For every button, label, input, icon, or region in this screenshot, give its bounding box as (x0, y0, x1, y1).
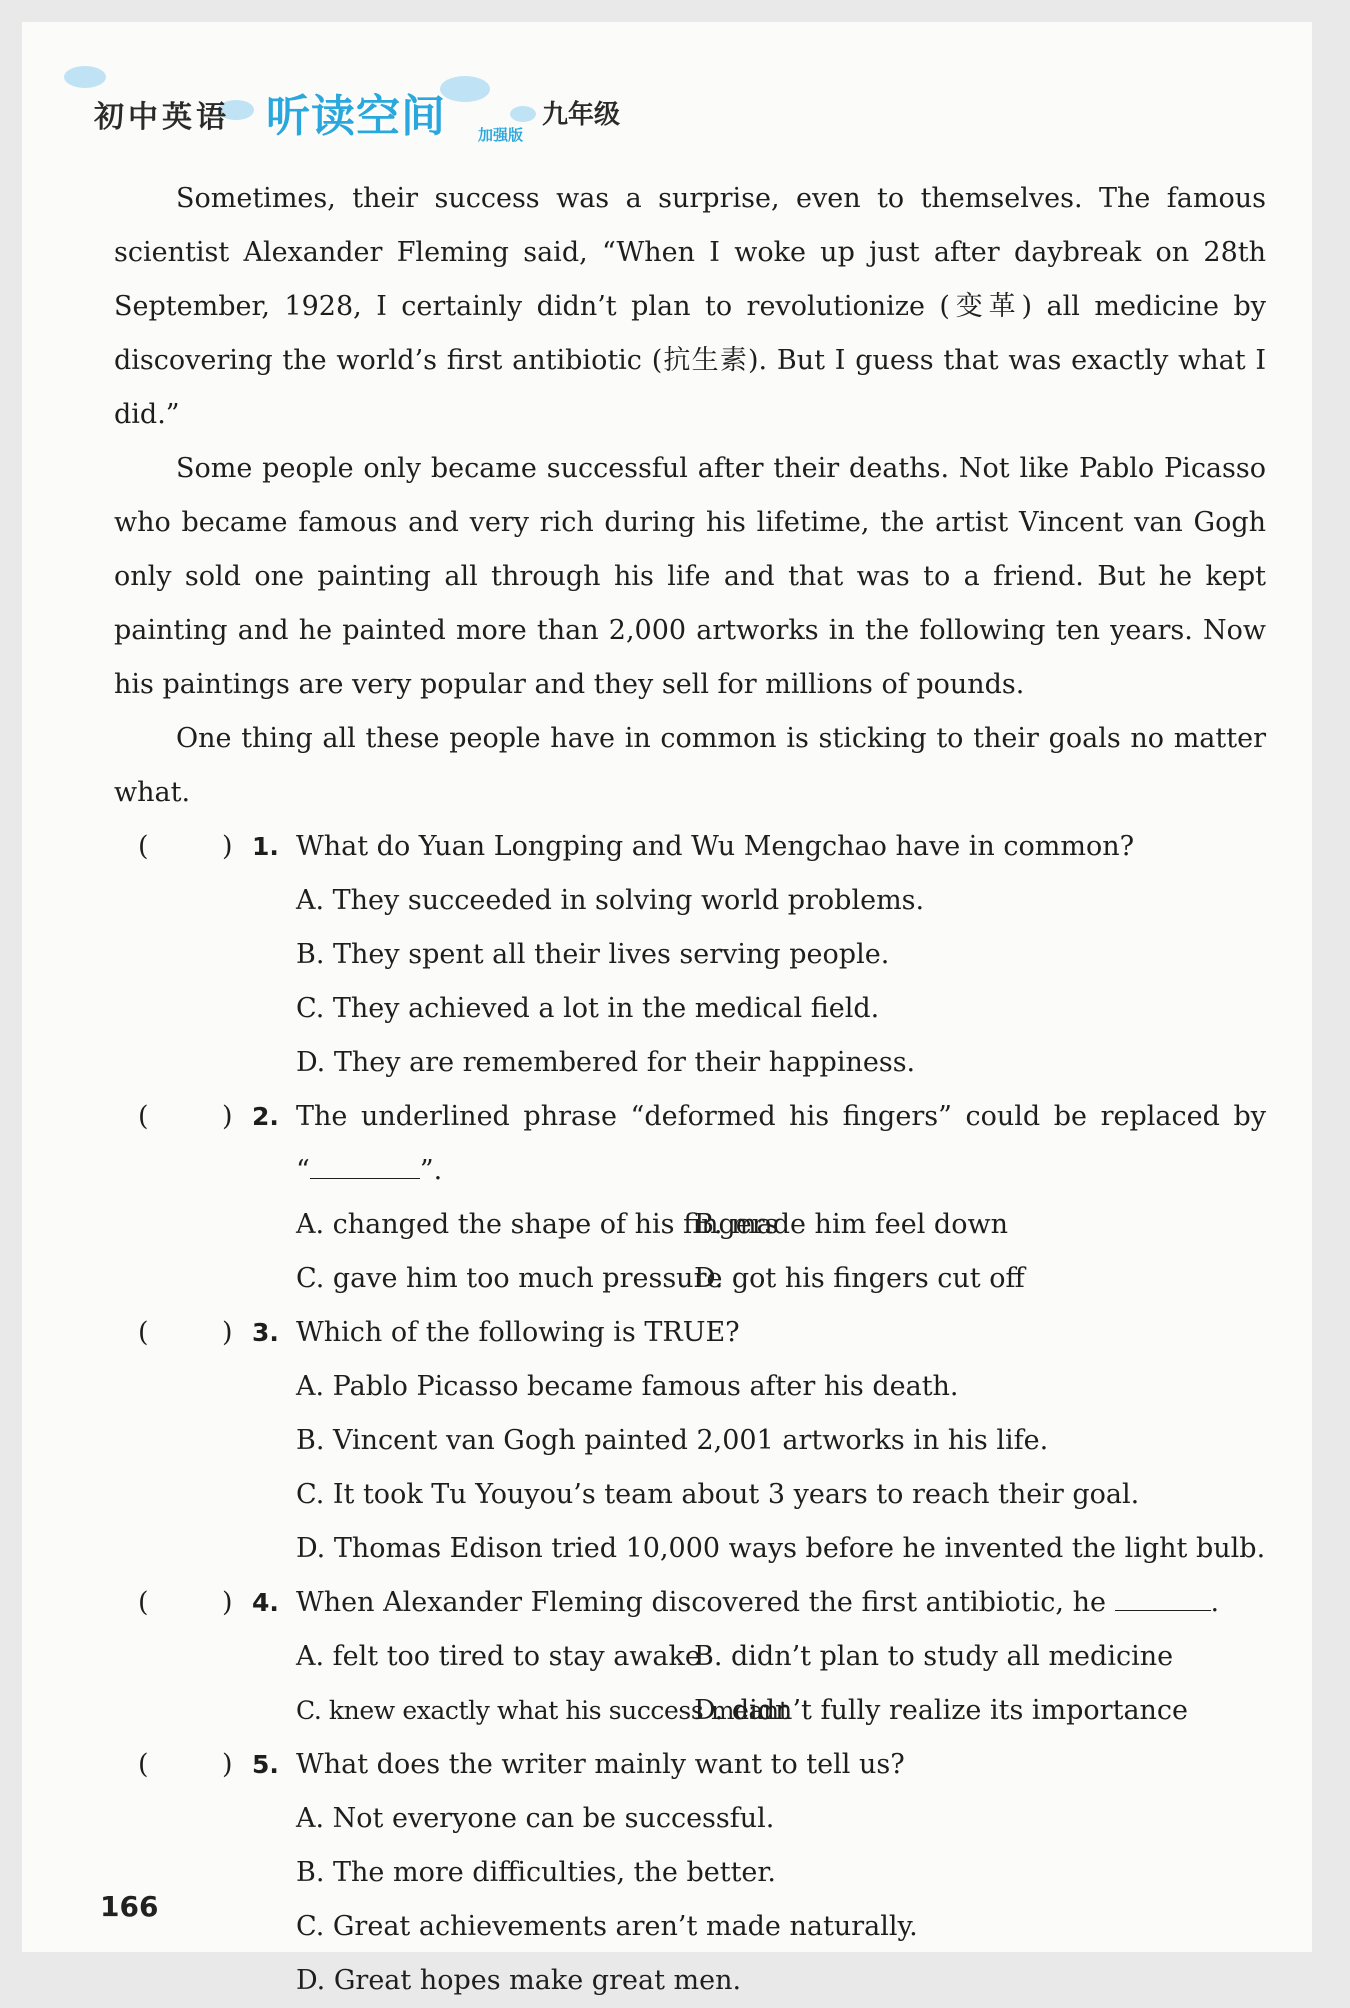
cloud-decoration-icon (510, 106, 536, 122)
option-a[interactable]: A. They succeeded in solving world problems. (296, 885, 925, 916)
option-d[interactable]: D. didn’t fully realize its importance (694, 1695, 1189, 1726)
question-stem-continued (114, 1144, 1266, 1198)
page-content (114, 172, 1266, 2008)
cloud-decoration-icon (64, 66, 106, 88)
option-b[interactable]: B. The more difficulties, the better. (296, 1857, 776, 1888)
option-c[interactable]: C. knew exactly what his success meant (296, 1696, 789, 1725)
answer-bracket-close: ) (222, 1101, 233, 1132)
question-stem (114, 1090, 1266, 1144)
page-number: 166 (100, 1890, 159, 1923)
question-text: What does the writer mainly want to tell us? (296, 1749, 905, 1780)
question-text: What do Yuan Longping and Wu Mengchao have in common? (296, 831, 1135, 862)
book-page (22, 22, 1312, 1996)
option-b[interactable]: B. They spent all their lives serving people. (296, 939, 890, 970)
question-2 (114, 1090, 1266, 1306)
question-stem (114, 1576, 1266, 1630)
option-c[interactable]: C. It took Tu Youyou’s team about 3 years to reach their goal. (296, 1479, 1140, 1510)
question-number: 3. (252, 1318, 279, 1347)
question-number: 4. (252, 1588, 279, 1617)
option-d[interactable]: D. Great hopes make great men. (296, 1965, 742, 1996)
question-text-end: . (1210, 1587, 1220, 1618)
edition-label: 加强版 (478, 126, 524, 144)
answer-bracket-close: ) (222, 1317, 233, 1348)
answer-bracket-close: ) (222, 1587, 233, 1618)
question-5 (114, 1738, 1266, 2008)
answer-bracket-close: ) (222, 831, 233, 862)
fill-blank[interactable] (1115, 1580, 1211, 1611)
answer-bracket-open[interactable]: ( (138, 1749, 149, 1780)
question-number: 5. (252, 1750, 279, 1779)
option-d[interactable]: D. got his fingers cut off (694, 1263, 1025, 1294)
series-title: 初中英语 (94, 100, 230, 135)
option-a[interactable]: A. changed the shape of his fingers (296, 1209, 779, 1240)
question-1 (114, 820, 1266, 1090)
passage-paragraph: Some people only became successful after their deaths. Not like Pablo Picasso who became famous and very rich during his lifetime, the artist Vincent van Gogh only sold one painting all through his life and that was to a friend. But he kept painting and he painted more than 2,000 artworks in the following ten years. Now his paintings are very popular and they sell for millions of pounds. (114, 453, 1266, 700)
option-a[interactable]: A. felt too tired to stay awake (296, 1641, 701, 1672)
option-c[interactable]: C. Great achievements aren’t made naturally. (296, 1911, 918, 1942)
question-3 (114, 1306, 1266, 1576)
option-a[interactable]: A. Not everyone can be successful. (296, 1803, 775, 1834)
cloud-decoration-icon (440, 76, 490, 102)
question-text: Which of the following is TRUE? (296, 1317, 740, 1348)
brand-logo: 听读空间 (266, 91, 446, 142)
answer-bracket-open[interactable]: ( (138, 1317, 149, 1348)
answer-bracket-open[interactable]: ( (138, 831, 149, 862)
question-number: 1. (252, 832, 279, 861)
option-a[interactable]: A. Pablo Picasso became famous after his death. (296, 1371, 959, 1402)
option-b[interactable]: B. made him feel down (694, 1209, 1008, 1240)
question-stem (114, 1738, 1266, 1792)
option-c[interactable]: C. They achieved a lot in the medical field. (296, 993, 880, 1024)
passage-paragraph: Sometimes, their success was a surprise, even to themselves. The famous scientist Alexander Fleming said, “When I woke up just after daybreak on 28th September, 1928, I certainly didn’t plan to revolutionize (变革) all medicine by discovering the world’s first antibiotic (抗生素). But I guess that was exactly what I did.” (114, 183, 1266, 430)
option-c[interactable]: C. gave him too much pressure (296, 1263, 723, 1294)
passage-paragraph: One thing all these people have in common is sticking to their goals no matter what. (114, 723, 1266, 808)
option-b[interactable]: B. Vincent van Gogh painted 2,001 artworks in his life. (296, 1425, 1049, 1456)
question-4 (114, 1576, 1266, 1738)
option-b[interactable]: B. didn’t plan to study all medicine (694, 1641, 1174, 1672)
question-text: The underlined phrase “deformed his fingers” could be replaced by (296, 1101, 1266, 1132)
question-stem (114, 820, 1266, 874)
question-text: When Alexander Fleming discovered the first antibiotic, he (296, 1587, 1106, 1618)
open-quote: “ (296, 1155, 310, 1186)
close-quote: ”. (419, 1155, 443, 1186)
option-d[interactable]: D. They are remembered for their happiness. (296, 1047, 916, 1078)
grade-label: 九年级 (542, 100, 621, 130)
page-header (70, 70, 770, 150)
question-stem (114, 1306, 1266, 1360)
answer-bracket-close: ) (222, 1749, 233, 1780)
option-d[interactable]: D. Thomas Edison tried 10,000 ways before he invented the light bulb. (296, 1533, 1266, 1564)
fill-blank[interactable] (310, 1148, 420, 1179)
answer-bracket-open[interactable]: ( (138, 1587, 149, 1618)
question-number: 2. (252, 1102, 279, 1131)
answer-bracket-open[interactable]: ( (138, 1101, 149, 1132)
